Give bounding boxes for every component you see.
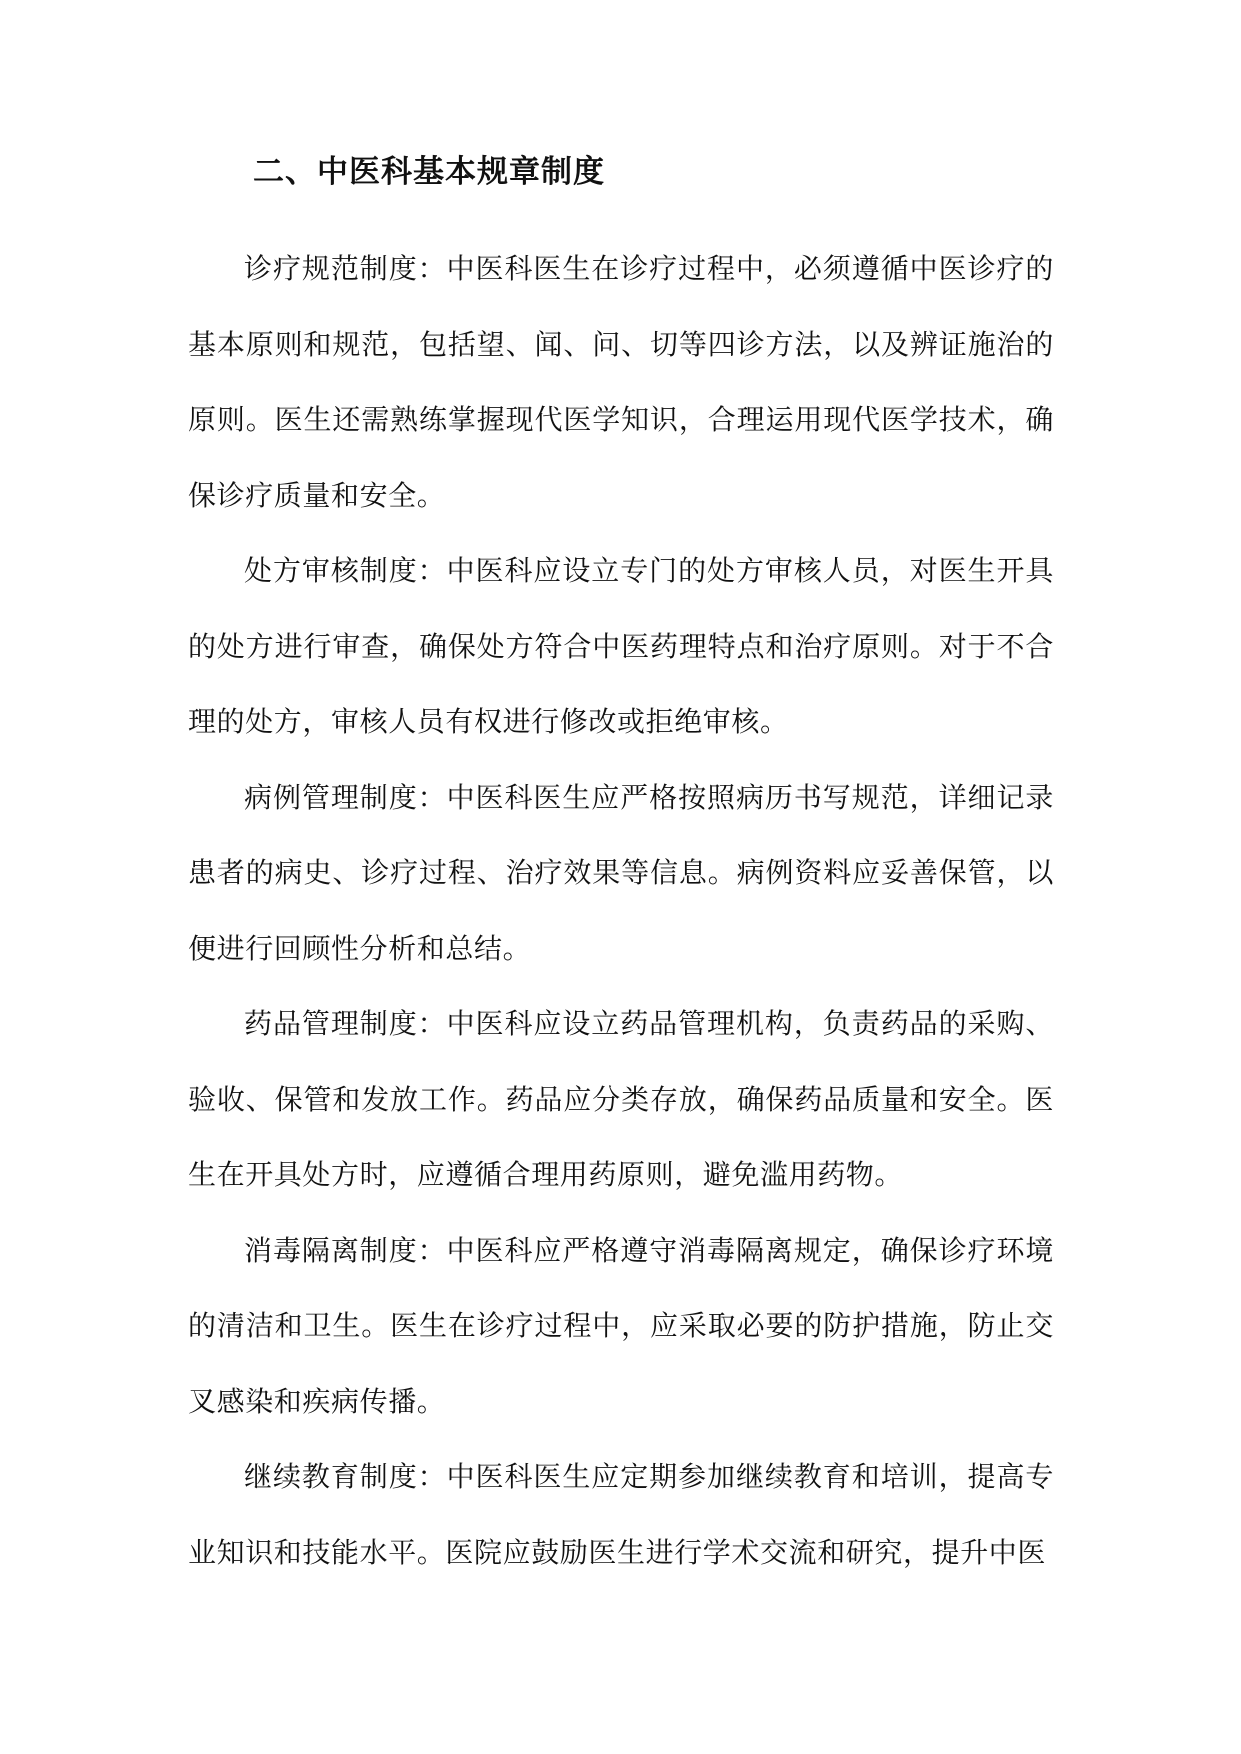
paragraph-case-management-rules: 病例管理制度：中医科医生应严格按照病历书写规范，详细记录患者的病史、诊疗过程、治疗效果等信息。病例资料应妥善保管，以便进行回顾性分析和总结。 — [188, 780, 1054, 965]
paragraph-diagnosis-treatment-rules: 诊疗规范制度：中医科医生在诊疗过程中，必须遵循中医诊疗的基本原则和规范，包括望、闻、问、切等四诊方法，以及辨证施治的原则。医生还需熟练掌握现代医学知识，合理运用现代医学技术，确保诊疗质量和安全。 — [188, 252, 1054, 512]
paragraph-disinfection-isolation-rules: 消毒隔离制度：中医科应严格遵守消毒隔离规定，确保诊疗环境的清洁和卫生。医生在诊疗过程中，应采取必要的防护措施，防止交叉感染和疾病传播。 — [188, 1233, 1054, 1418]
paragraph-continuing-education-rules: 继续教育制度：中医科医生应定期参加继续教育和培训，提高专业知识和技能水平。医院应鼓励医生进行学术交流和研究，提升中医 — [188, 1460, 1054, 1569]
section-heading: 二、中医科基本规章制度 — [253, 154, 605, 190]
paragraph-drug-management-rules: 药品管理制度：中医科应设立药品管理机构，负责药品的采购、验收、保管和发放工作。药品应分类存放，确保药品质量和安全。医生在开具处方时，应遵循合理用药原则，避免滥用药物。 — [188, 1007, 1054, 1191]
document-body — [188, 231, 1054, 1590]
paragraph-prescription-review-rules: 处方审核制度：中医科应设立专门的处方审核人员，对医生开具的处方进行审查，确保处方符合中医药理特点和治疗原则。对于不合理的处方，审核人员有权进行修改或拒绝审核。 — [188, 554, 1054, 738]
